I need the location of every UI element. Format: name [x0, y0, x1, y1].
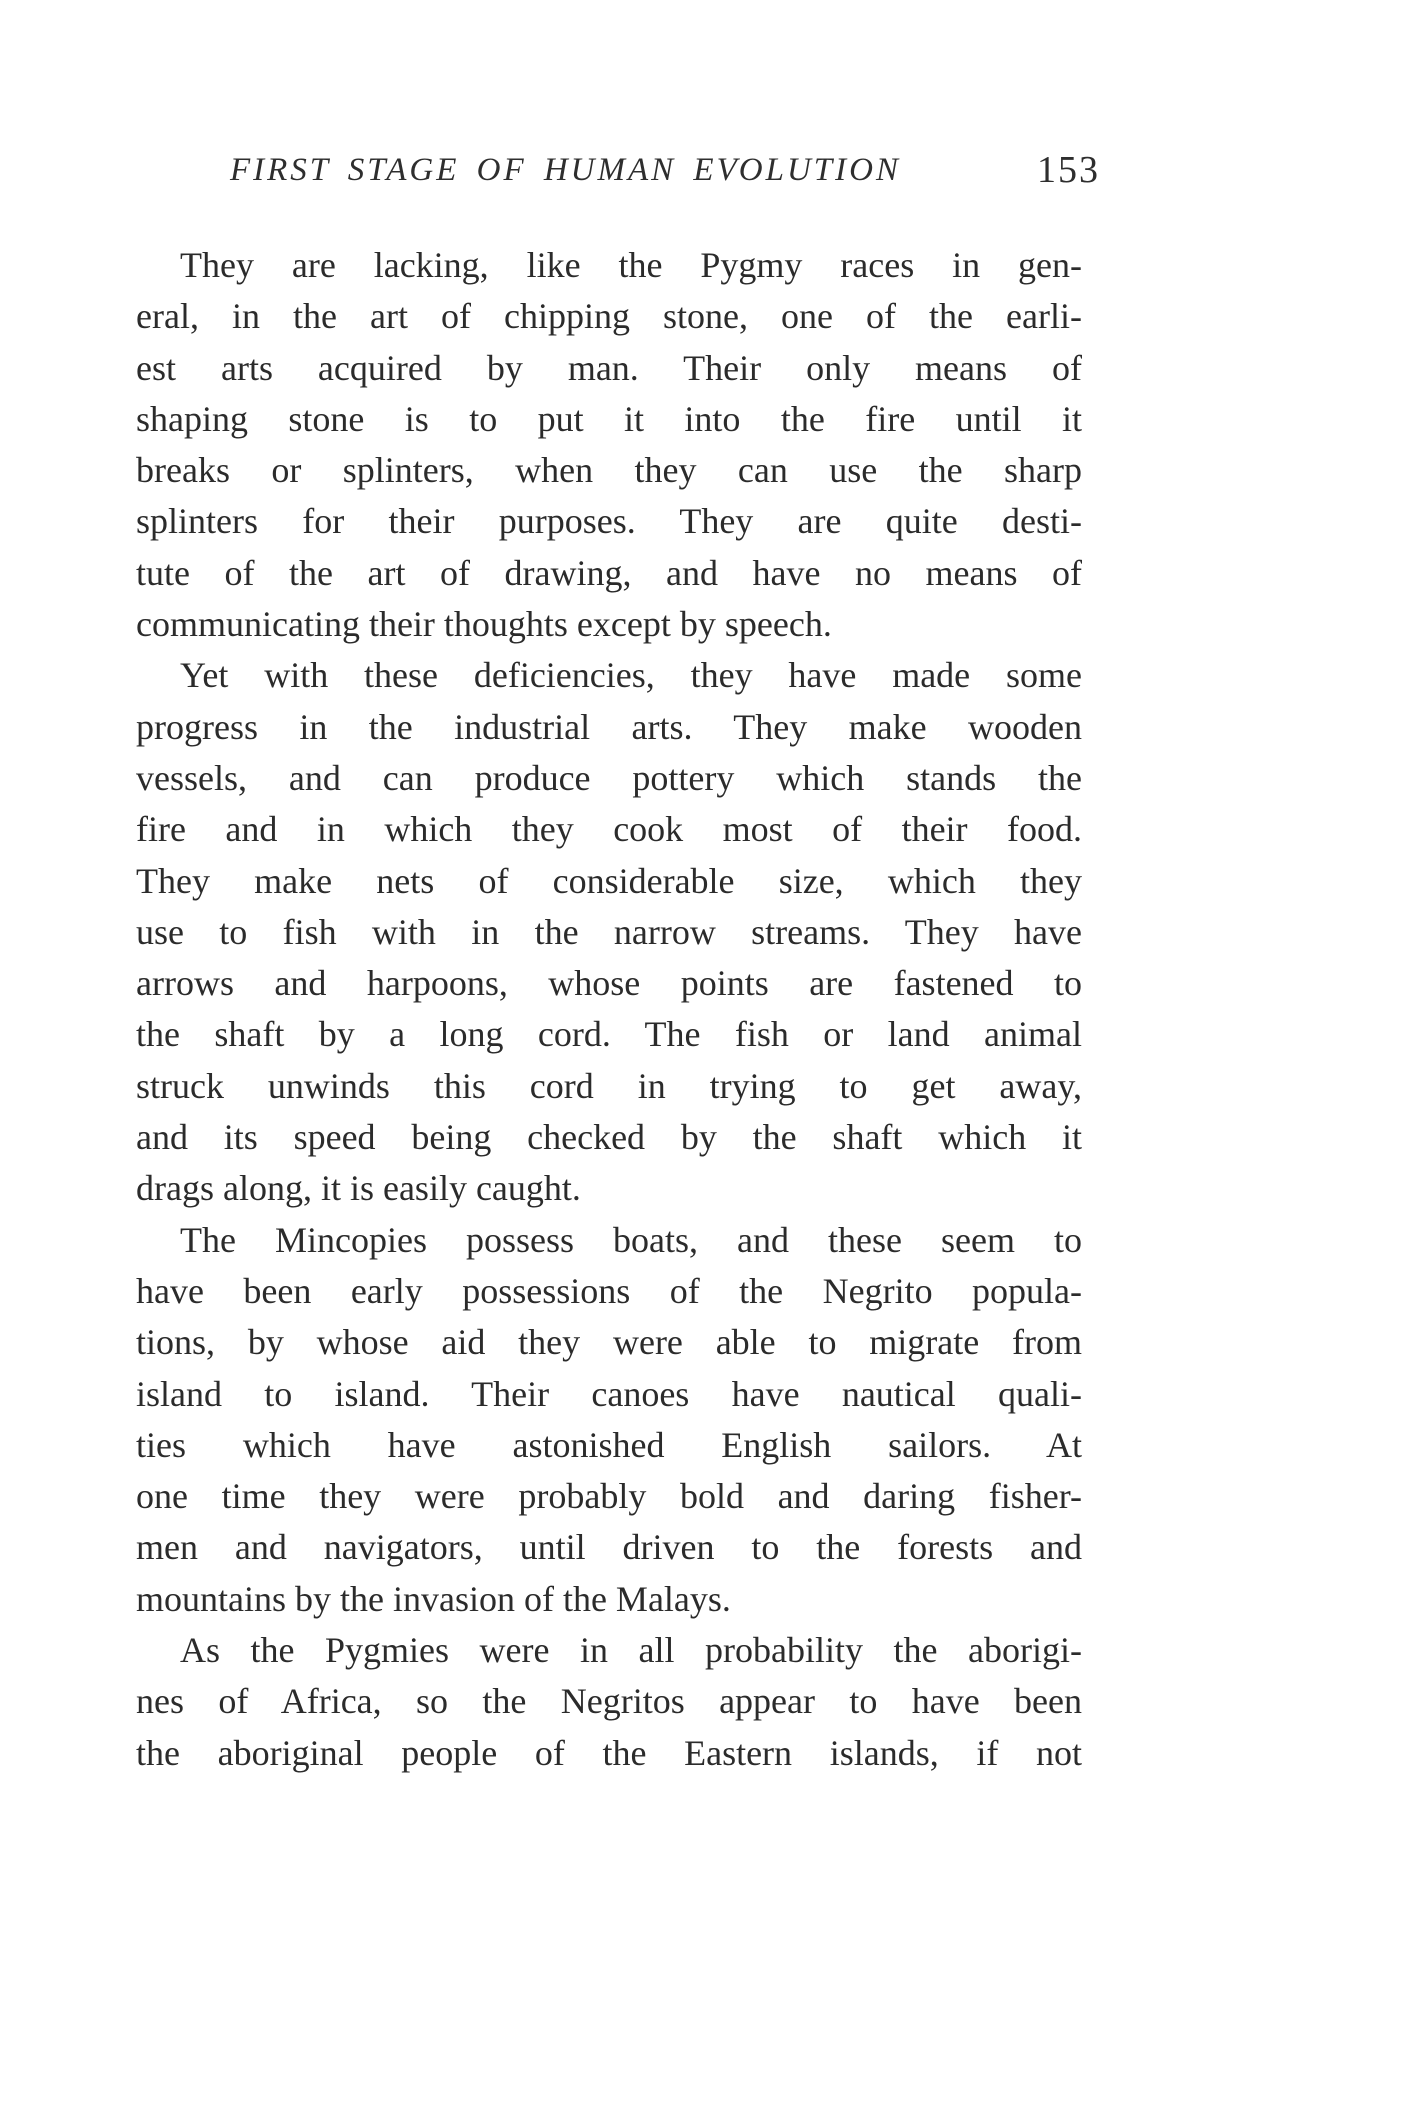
text-line: the aboriginal people of the Eastern islands, if not: [136, 1732, 1082, 1773]
text-line: est arts acquired by man. Their only means of: [136, 347, 1082, 388]
text-line: progress in the industrial arts. They make wooden: [136, 706, 1082, 747]
text-line: the shaft by a long cord. The fish or land animal: [136, 1014, 1082, 1055]
text-line: use to fish with in the narrow streams. They have: [136, 911, 1082, 952]
text-line: breaks or splinters, when they can use the sharp: [136, 450, 1082, 491]
body-text: [136, 240, 1082, 1779]
text-line: tions, by whose aid they were able to migrate from: [136, 1322, 1082, 1363]
text-line: struck unwinds this cord in trying to get away,: [136, 1065, 1082, 1106]
running-title: FIRST STAGE OF HUMAN EVOLUTION: [230, 152, 901, 188]
text-line: As the Pygmies were in all probability the aborigi-: [180, 1630, 1082, 1671]
paragraph-3: [136, 1215, 1082, 1625]
text-line: island to island. Their canoes have nautical quali-: [136, 1373, 1082, 1414]
text-line: shaping stone is to put it into the fire until it: [136, 398, 1082, 439]
text-line: They are lacking, like the Pygmy races in gen-: [180, 245, 1082, 285]
text-line: eral, in the art of chipping stone, one of the earli-: [136, 296, 1082, 337]
text-line: The Mincopies possess boats, and these seem to: [180, 1219, 1082, 1260]
text-line: fire and in which they cook most of their food.: [136, 809, 1082, 850]
text-line: mountains by the invasion of the Malays.: [136, 1578, 731, 1619]
text-line: splinters for their purposes. They are quite desti-: [136, 501, 1082, 542]
text-line: vessels, and can produce pottery which stands the: [136, 757, 1082, 798]
paragraph-4: [136, 1625, 1082, 1779]
text-line: men and navigators, until driven to the forests and: [136, 1527, 1082, 1568]
text-line: tute of the art of drawing, and have no means of: [136, 552, 1082, 593]
text-line: Yet with these deficiencies, they have made some: [180, 655, 1082, 696]
text-line: drags along, it is easily caught.: [136, 1168, 581, 1209]
paragraph-1: [136, 240, 1082, 650]
text-line: arrows and harpoons, whose points are fastened to: [136, 963, 1082, 1004]
paragraph-2: [136, 650, 1082, 1214]
text-line: communicating their thoughts except by speech.: [136, 604, 832, 645]
running-head: [230, 149, 1100, 212]
text-line: one time they were probably bold and daring fisher-: [136, 1476, 1082, 1517]
text-line: and its speed being checked by the shaft which it: [136, 1117, 1082, 1158]
text-line: They make nets of considerable size, which they: [136, 860, 1082, 901]
text-line: have been early possessions of the Negrito popula-: [136, 1270, 1082, 1311]
page-number: 153: [1037, 149, 1100, 191]
text-line: nes of Africa, so the Negritos appear to have been: [136, 1681, 1082, 1722]
text-line: ties which have astonished English sailors. At: [136, 1424, 1082, 1465]
